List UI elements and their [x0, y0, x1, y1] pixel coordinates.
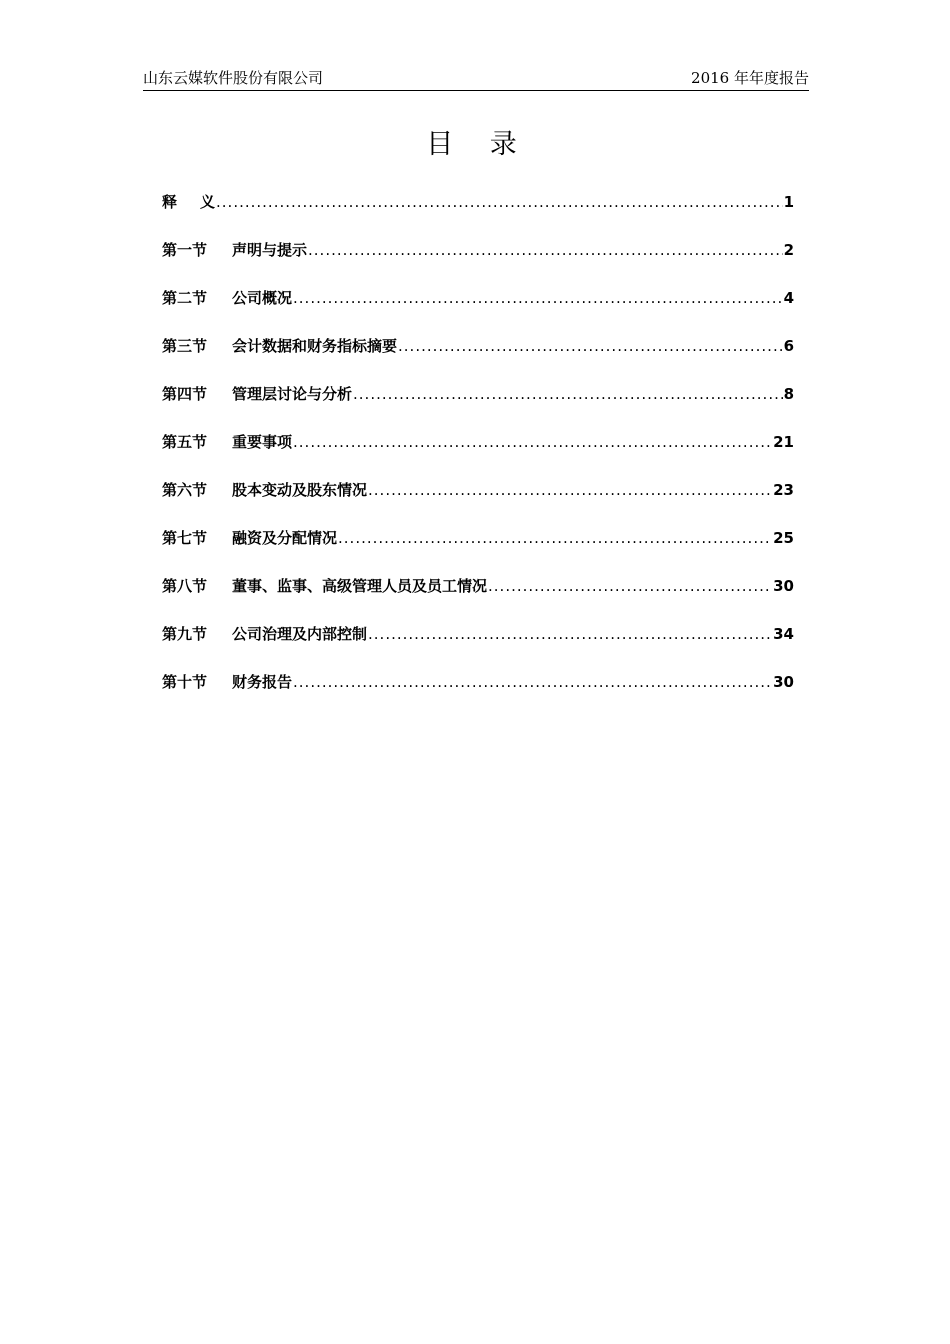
toc-leader-dots: [293, 430, 772, 454]
toc-section-label: 第十节: [162, 673, 208, 691]
toc-leader-dots: [368, 622, 772, 646]
toc-item-section-8[interactable]: [162, 574, 794, 622]
toc-item-section-2[interactable]: [162, 286, 794, 334]
page-title: 目 录: [426, 129, 531, 160]
toc-item-section-3[interactable]: [162, 334, 794, 382]
toc-title: 融资及分配情况: [232, 529, 338, 547]
toc-item-section-6[interactable]: [162, 478, 794, 526]
toc-section-label: 第九节: [162, 625, 208, 643]
toc-page-number: 1: [783, 193, 794, 211]
toc-title: 重要事项: [232, 433, 293, 451]
toc-item-section-5[interactable]: [162, 430, 794, 478]
toc-page-number: 34: [773, 625, 794, 643]
report-name: 2016 年年度报告: [691, 69, 809, 87]
toc-item-definitions[interactable]: [162, 190, 794, 238]
toc-title: 会计数据和财务指标摘要: [232, 337, 398, 355]
toc-section-label: 第一节: [162, 241, 208, 259]
toc-leader-dots: [293, 670, 772, 694]
toc-page-number: 21: [773, 433, 794, 451]
toc-page-number: 4: [783, 289, 794, 307]
toc-section-label: 第五节: [162, 433, 208, 451]
toc-title: 董事、监事、高级管理人员及员工情况: [232, 577, 488, 595]
toc-section-label: 第六节: [162, 481, 208, 499]
toc-leader-dots: [216, 190, 783, 214]
toc-leader-dots: [293, 286, 783, 310]
toc-section-label: 第七节: [162, 529, 208, 547]
toc-page-number: 30: [773, 577, 794, 595]
toc-leader-dots: [368, 478, 772, 502]
toc-item-section-4[interactable]: [162, 382, 794, 430]
toc-leader-dots: [353, 382, 783, 406]
toc-page-number: 8: [783, 385, 794, 403]
toc-title: 股本变动及股东情况: [232, 481, 368, 499]
page-header: [143, 68, 809, 91]
company-name: 山东云媒软件股份有限公司: [143, 69, 324, 87]
toc-title: 管理层讨论与分析: [232, 385, 353, 403]
toc-section-label: 第三节: [162, 337, 208, 355]
toc-section-label: 第八节: [162, 577, 208, 595]
toc-page-number: 6: [783, 337, 794, 355]
toc-item-section-10[interactable]: [162, 670, 794, 718]
toc-page-number: 25: [773, 529, 794, 547]
toc-item-section-9[interactable]: [162, 622, 794, 670]
toc-leader-dots: [398, 334, 783, 358]
toc-title: 义: [200, 193, 216, 211]
toc-leader-dots: [488, 574, 772, 598]
toc-item-section-1[interactable]: [162, 238, 794, 286]
toc-section-label: 第二节: [162, 289, 208, 307]
toc-item-section-7[interactable]: [162, 526, 794, 574]
toc-title: 声明与提示: [232, 241, 308, 259]
toc-leader-dots: [308, 238, 783, 262]
toc-leader-dots: [338, 526, 772, 550]
toc-title: 公司概况: [232, 289, 293, 307]
toc-title: 财务报告: [232, 673, 293, 691]
table-of-contents: [162, 190, 794, 718]
toc-section-label: 释: [162, 193, 178, 211]
toc-title: 公司治理及内部控制: [232, 625, 368, 643]
toc-section-label: 第四节: [162, 385, 208, 403]
toc-page-number: 30: [773, 673, 794, 691]
toc-page-number: 23: [773, 481, 794, 499]
toc-page-number: 2: [783, 241, 794, 259]
